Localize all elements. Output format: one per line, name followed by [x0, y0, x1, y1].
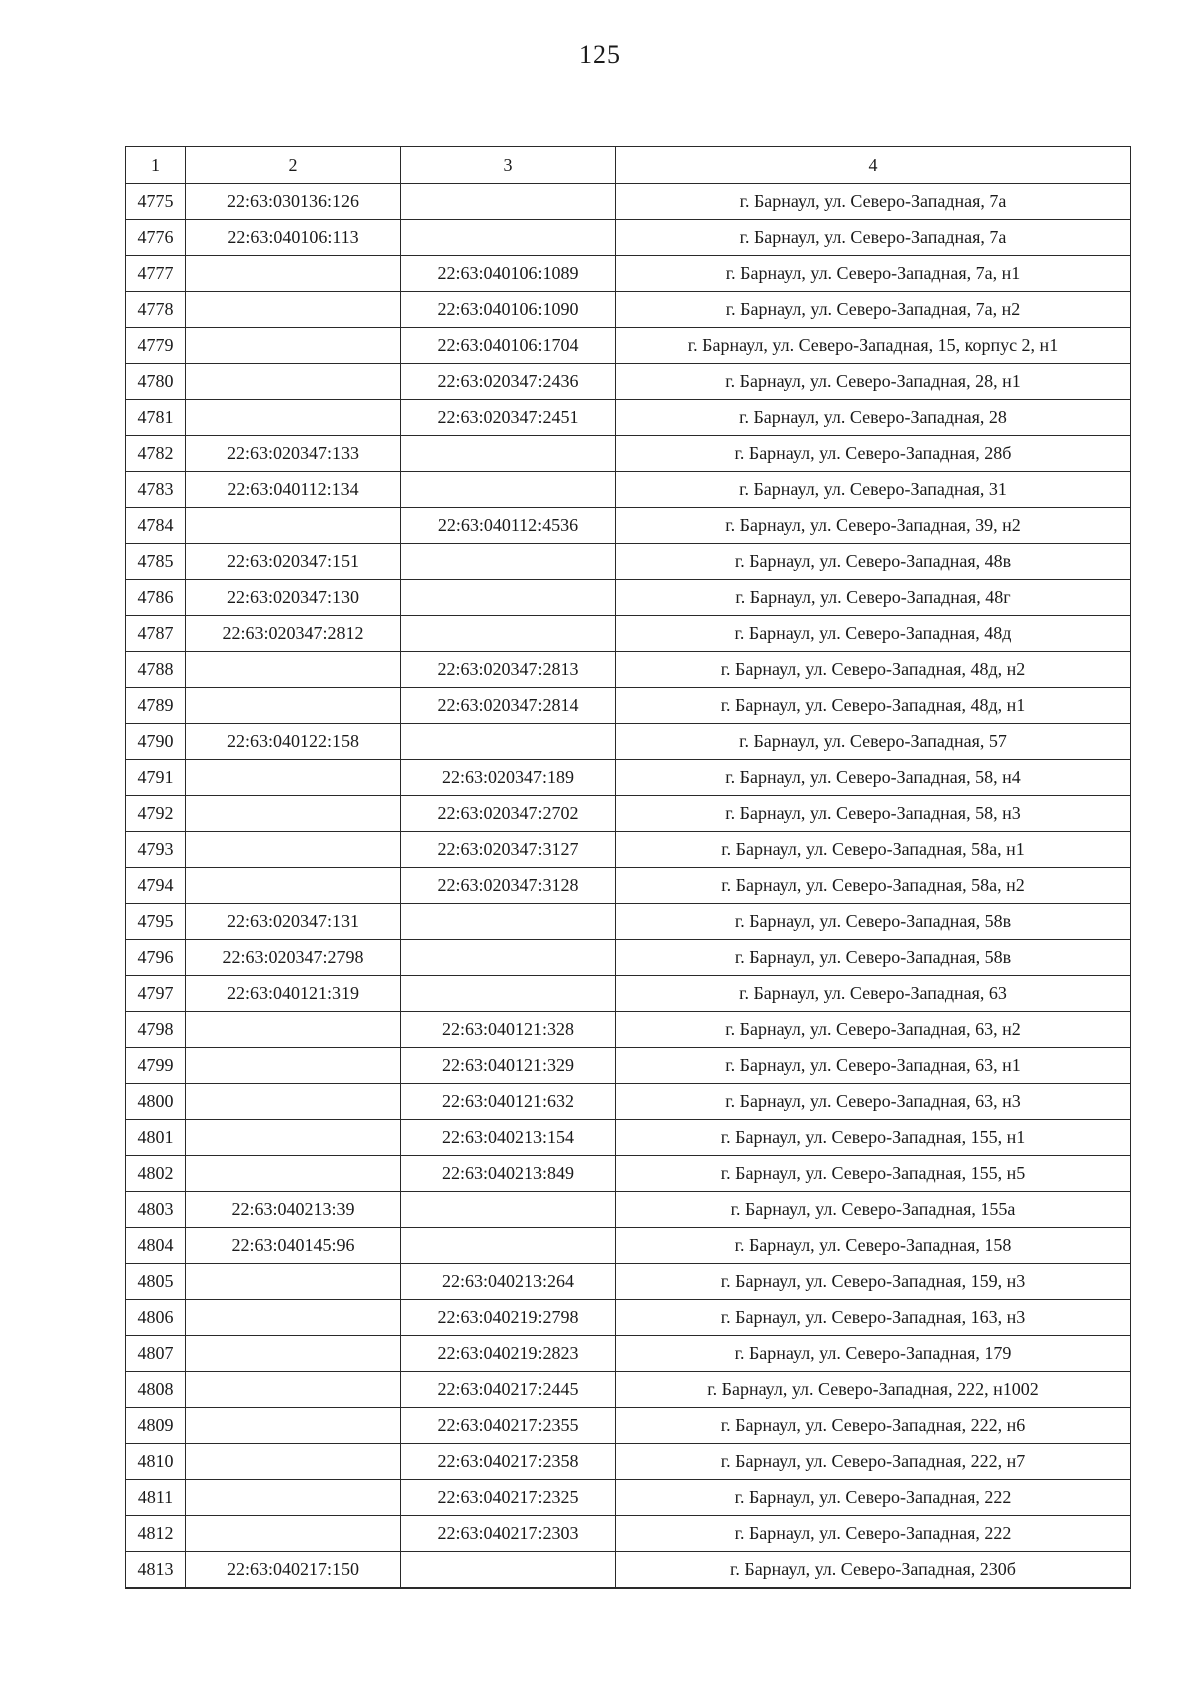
row-number-cell: 4797	[126, 976, 186, 1012]
land-plot-number-cell	[186, 1408, 401, 1444]
land-plot-number-cell: 22:63:020347:151	[186, 544, 401, 580]
address-cell: г. Барнаул, ул. Северо-Западная, 155, н5	[616, 1156, 1131, 1192]
table-row	[126, 796, 1131, 832]
address-cell: г. Барнаул, ул. Северо-Западная, 7а, н2	[616, 292, 1131, 328]
row-number-cell: 4798	[126, 1012, 186, 1048]
address-cell: г. Барнаул, ул. Северо-Западная, 163, н3	[616, 1300, 1131, 1336]
row-number-cell: 4779	[126, 328, 186, 364]
building-number-cell	[401, 616, 616, 652]
address-cell: г. Барнаул, ул. Северо-Западная, 63, н3	[616, 1084, 1131, 1120]
address-cell: г. Барнаул, ул. Северо-Западная, 7а, н1	[616, 256, 1131, 292]
building-number-cell	[401, 1228, 616, 1264]
land-plot-number-cell: 22:63:020347:133	[186, 436, 401, 472]
building-number-cell	[401, 976, 616, 1012]
row-number-cell: 4789	[126, 688, 186, 724]
address-cell: г. Барнаул, ул. Северо-Западная, 230б	[616, 1552, 1131, 1589]
table-row	[126, 760, 1131, 796]
building-number-cell: 22:63:040106:1089	[401, 256, 616, 292]
address-cell: г. Барнаул, ул. Северо-Западная, 155, н1	[616, 1120, 1131, 1156]
building-number-cell	[401, 904, 616, 940]
land-plot-number-cell: 22:63:020347:2798	[186, 940, 401, 976]
property-register-table	[125, 146, 1131, 1589]
table-row	[126, 400, 1131, 436]
building-number-cell: 22:63:020347:3128	[401, 868, 616, 904]
row-number-cell: 4805	[126, 1264, 186, 1300]
land-plot-number-cell: 22:63:040122:158	[186, 724, 401, 760]
address-cell: г. Барнаул, ул. Северо-Западная, 222, н6	[616, 1408, 1131, 1444]
table-header-row	[126, 147, 1131, 184]
table-row	[126, 940, 1131, 976]
table-row	[126, 508, 1131, 544]
address-cell: г. Барнаул, ул. Северо-Западная, 158	[616, 1228, 1131, 1264]
row-number-cell: 4812	[126, 1516, 186, 1552]
row-number-cell: 4800	[126, 1084, 186, 1120]
address-cell: г. Барнаул, ул. Северо-Западная, 63, н2	[616, 1012, 1131, 1048]
address-cell: г. Барнаул, ул. Северо-Западная, 28	[616, 400, 1131, 436]
table-row	[126, 436, 1131, 472]
table-row	[126, 1480, 1131, 1516]
table-row	[126, 616, 1131, 652]
table-row	[126, 1372, 1131, 1408]
column-header-3: 3	[401, 147, 616, 184]
address-cell: г. Барнаул, ул. Северо-Западная, 222, н1002	[616, 1372, 1131, 1408]
row-number-cell: 4791	[126, 760, 186, 796]
row-number-cell: 4799	[126, 1048, 186, 1084]
land-plot-number-cell: 22:63:040213:39	[186, 1192, 401, 1228]
building-number-cell	[401, 1192, 616, 1228]
land-plot-number-cell	[186, 1120, 401, 1156]
row-number-cell: 4806	[126, 1300, 186, 1336]
table-row	[126, 1516, 1131, 1552]
address-cell: г. Барнаул, ул. Северо-Западная, 222, н7	[616, 1444, 1131, 1480]
row-number-cell: 4809	[126, 1408, 186, 1444]
land-plot-number-cell	[186, 688, 401, 724]
table-row	[126, 1048, 1131, 1084]
address-cell: г. Барнаул, ул. Северо-Западная, 222	[616, 1516, 1131, 1552]
land-plot-number-cell	[186, 1048, 401, 1084]
row-number-cell: 4811	[126, 1480, 186, 1516]
row-number-cell: 4778	[126, 292, 186, 328]
building-number-cell	[401, 724, 616, 760]
address-cell: г. Барнаул, ул. Северо-Западная, 58в	[616, 904, 1131, 940]
table-row	[126, 1192, 1131, 1228]
building-number-cell: 22:63:020347:2451	[401, 400, 616, 436]
row-number-cell: 4788	[126, 652, 186, 688]
table-row	[126, 1552, 1131, 1589]
row-number-cell: 4790	[126, 724, 186, 760]
address-cell: г. Барнаул, ул. Северо-Западная, 48д, н2	[616, 652, 1131, 688]
building-number-cell: 22:63:040121:329	[401, 1048, 616, 1084]
building-number-cell: 22:63:040217:2358	[401, 1444, 616, 1480]
address-cell: г. Барнаул, ул. Северо-Западная, 58, н4	[616, 760, 1131, 796]
building-number-cell: 22:63:040219:2823	[401, 1336, 616, 1372]
building-number-cell: 22:63:040213:264	[401, 1264, 616, 1300]
land-plot-number-cell	[186, 1156, 401, 1192]
building-number-cell: 22:63:040213:849	[401, 1156, 616, 1192]
row-number-cell: 4796	[126, 940, 186, 976]
address-cell: г. Барнаул, ул. Северо-Западная, 28, н1	[616, 364, 1131, 400]
address-cell: г. Барнаул, ул. Северо-Западная, 39, н2	[616, 508, 1131, 544]
table-row	[126, 904, 1131, 940]
land-plot-number-cell: 22:63:030136:126	[186, 184, 401, 220]
table-row	[126, 832, 1131, 868]
address-cell: г. Барнаул, ул. Северо-Западная, 48д	[616, 616, 1131, 652]
land-plot-number-cell	[186, 1516, 401, 1552]
address-cell: г. Барнаул, ул. Северо-Западная, 58а, н1	[616, 832, 1131, 868]
building-number-cell: 22:63:020347:2436	[401, 364, 616, 400]
land-plot-number-cell	[186, 868, 401, 904]
land-plot-number-cell	[186, 364, 401, 400]
building-number-cell	[401, 220, 616, 256]
land-plot-number-cell	[186, 1480, 401, 1516]
land-plot-number-cell: 22:63:040145:96	[186, 1228, 401, 1264]
building-number-cell	[401, 184, 616, 220]
address-cell: г. Барнаул, ул. Северо-Западная, 179	[616, 1336, 1131, 1372]
row-number-cell: 4810	[126, 1444, 186, 1480]
row-number-cell: 4801	[126, 1120, 186, 1156]
address-cell: г. Барнаул, ул. Северо-Западная, 15, корпус 2, н1	[616, 328, 1131, 364]
row-number-cell: 4780	[126, 364, 186, 400]
address-cell: г. Барнаул, ул. Северо-Западная, 58а, н2	[616, 868, 1131, 904]
building-number-cell: 22:63:040217:2325	[401, 1480, 616, 1516]
building-number-cell: 22:63:040217:2355	[401, 1408, 616, 1444]
address-cell: г. Барнаул, ул. Северо-Западная, 155а	[616, 1192, 1131, 1228]
land-plot-number-cell: 22:63:020347:2812	[186, 616, 401, 652]
row-number-cell: 4794	[126, 868, 186, 904]
land-plot-number-cell	[186, 1084, 401, 1120]
building-number-cell: 22:63:040121:328	[401, 1012, 616, 1048]
land-plot-number-cell: 22:63:020347:131	[186, 904, 401, 940]
row-number-cell: 4784	[126, 508, 186, 544]
table-row	[126, 1084, 1131, 1120]
address-cell: г. Барнаул, ул. Северо-Западная, 159, н3	[616, 1264, 1131, 1300]
column-header-4: 4	[616, 147, 1131, 184]
row-number-cell: 4776	[126, 220, 186, 256]
table-row	[126, 256, 1131, 292]
row-number-cell: 4781	[126, 400, 186, 436]
table-row	[126, 1120, 1131, 1156]
building-number-cell	[401, 1552, 616, 1589]
table-row	[126, 652, 1131, 688]
building-number-cell: 22:63:020347:2814	[401, 688, 616, 724]
land-plot-number-cell: 22:63:040217:150	[186, 1552, 401, 1589]
row-number-cell: 4808	[126, 1372, 186, 1408]
building-number-cell: 22:63:040219:2798	[401, 1300, 616, 1336]
building-number-cell	[401, 472, 616, 508]
row-number-cell: 4802	[126, 1156, 186, 1192]
table-row	[126, 1336, 1131, 1372]
table-row	[126, 1444, 1131, 1480]
address-cell: г. Барнаул, ул. Северо-Западная, 63	[616, 976, 1131, 1012]
building-number-cell: 22:63:020347:2813	[401, 652, 616, 688]
address-cell: г. Барнаул, ул. Северо-Западная, 222	[616, 1480, 1131, 1516]
table-row	[126, 976, 1131, 1012]
building-number-cell	[401, 544, 616, 580]
table-row	[126, 472, 1131, 508]
building-number-cell	[401, 580, 616, 616]
table-row	[126, 292, 1131, 328]
table-header	[126, 147, 1131, 184]
table-row	[126, 364, 1131, 400]
land-plot-number-cell	[186, 1300, 401, 1336]
address-cell: г. Барнаул, ул. Северо-Западная, 7а	[616, 184, 1131, 220]
table-row	[126, 724, 1131, 760]
row-number-cell: 4795	[126, 904, 186, 940]
land-plot-number-cell: 22:63:020347:130	[186, 580, 401, 616]
land-plot-number-cell	[186, 1012, 401, 1048]
building-number-cell: 22:63:040121:632	[401, 1084, 616, 1120]
table-row	[126, 220, 1131, 256]
table-row	[126, 868, 1131, 904]
building-number-cell: 22:63:040217:2445	[401, 1372, 616, 1408]
row-number-cell: 4783	[126, 472, 186, 508]
land-plot-number-cell	[186, 400, 401, 436]
building-number-cell: 22:63:040213:154	[401, 1120, 616, 1156]
address-cell: г. Барнаул, ул. Северо-Западная, 48в	[616, 544, 1131, 580]
land-plot-number-cell	[186, 292, 401, 328]
building-number-cell: 22:63:040112:4536	[401, 508, 616, 544]
address-cell: г. Барнаул, ул. Северо-Западная, 31	[616, 472, 1131, 508]
address-cell: г. Барнаул, ул. Северо-Западная, 7а	[616, 220, 1131, 256]
row-number-cell: 4785	[126, 544, 186, 580]
land-plot-number-cell	[186, 256, 401, 292]
building-number-cell	[401, 436, 616, 472]
land-plot-number-cell	[186, 1372, 401, 1408]
column-header-2: 2	[186, 147, 401, 184]
table-row	[126, 580, 1131, 616]
address-cell: г. Барнаул, ул. Северо-Западная, 48г	[616, 580, 1131, 616]
land-plot-number-cell	[186, 652, 401, 688]
land-plot-number-cell	[186, 508, 401, 544]
address-cell: г. Барнаул, ул. Северо-Западная, 48д, н1	[616, 688, 1131, 724]
row-number-cell: 4792	[126, 796, 186, 832]
row-number-cell: 4777	[126, 256, 186, 292]
building-number-cell: 22:63:040217:2303	[401, 1516, 616, 1552]
land-plot-number-cell	[186, 328, 401, 364]
building-number-cell: 22:63:020347:2702	[401, 796, 616, 832]
building-number-cell: 22:63:020347:3127	[401, 832, 616, 868]
row-number-cell: 4782	[126, 436, 186, 472]
building-number-cell: 22:63:040106:1704	[401, 328, 616, 364]
column-header-1: 1	[126, 147, 186, 184]
address-cell: г. Барнаул, ул. Северо-Западная, 58, н3	[616, 796, 1131, 832]
building-number-cell	[401, 940, 616, 976]
address-cell: г. Барнаул, ул. Северо-Западная, 58в	[616, 940, 1131, 976]
table-row	[126, 1264, 1131, 1300]
building-number-cell: 22:63:020347:189	[401, 760, 616, 796]
page-number: 125	[579, 40, 621, 69]
table-row	[126, 184, 1131, 220]
land-plot-number-cell	[186, 1444, 401, 1480]
row-number-cell: 4807	[126, 1336, 186, 1372]
table-row	[126, 1156, 1131, 1192]
table-row	[126, 544, 1131, 580]
land-plot-number-cell: 22:63:040112:134	[186, 472, 401, 508]
row-number-cell: 4786	[126, 580, 186, 616]
building-number-cell: 22:63:040106:1090	[401, 292, 616, 328]
land-plot-number-cell	[186, 796, 401, 832]
land-plot-number-cell: 22:63:040106:113	[186, 220, 401, 256]
row-number-cell: 4775	[126, 184, 186, 220]
table-body	[126, 184, 1131, 1589]
table-row	[126, 1228, 1131, 1264]
land-plot-number-cell: 22:63:040121:319	[186, 976, 401, 1012]
land-plot-number-cell	[186, 760, 401, 796]
row-number-cell: 4787	[126, 616, 186, 652]
row-number-cell: 4813	[126, 1552, 186, 1589]
address-cell: г. Барнаул, ул. Северо-Западная, 63, н1	[616, 1048, 1131, 1084]
table-row	[126, 1408, 1131, 1444]
table-row	[126, 688, 1131, 724]
row-number-cell: 4803	[126, 1192, 186, 1228]
row-number-cell: 4793	[126, 832, 186, 868]
row-number-cell: 4804	[126, 1228, 186, 1264]
table-row	[126, 1300, 1131, 1336]
land-plot-number-cell	[186, 1264, 401, 1300]
land-plot-number-cell	[186, 832, 401, 868]
table-row	[126, 328, 1131, 364]
table-row	[126, 1012, 1131, 1048]
address-cell: г. Барнаул, ул. Северо-Западная, 28б	[616, 436, 1131, 472]
land-plot-number-cell	[186, 1336, 401, 1372]
address-cell: г. Барнаул, ул. Северо-Западная, 57	[616, 724, 1131, 760]
